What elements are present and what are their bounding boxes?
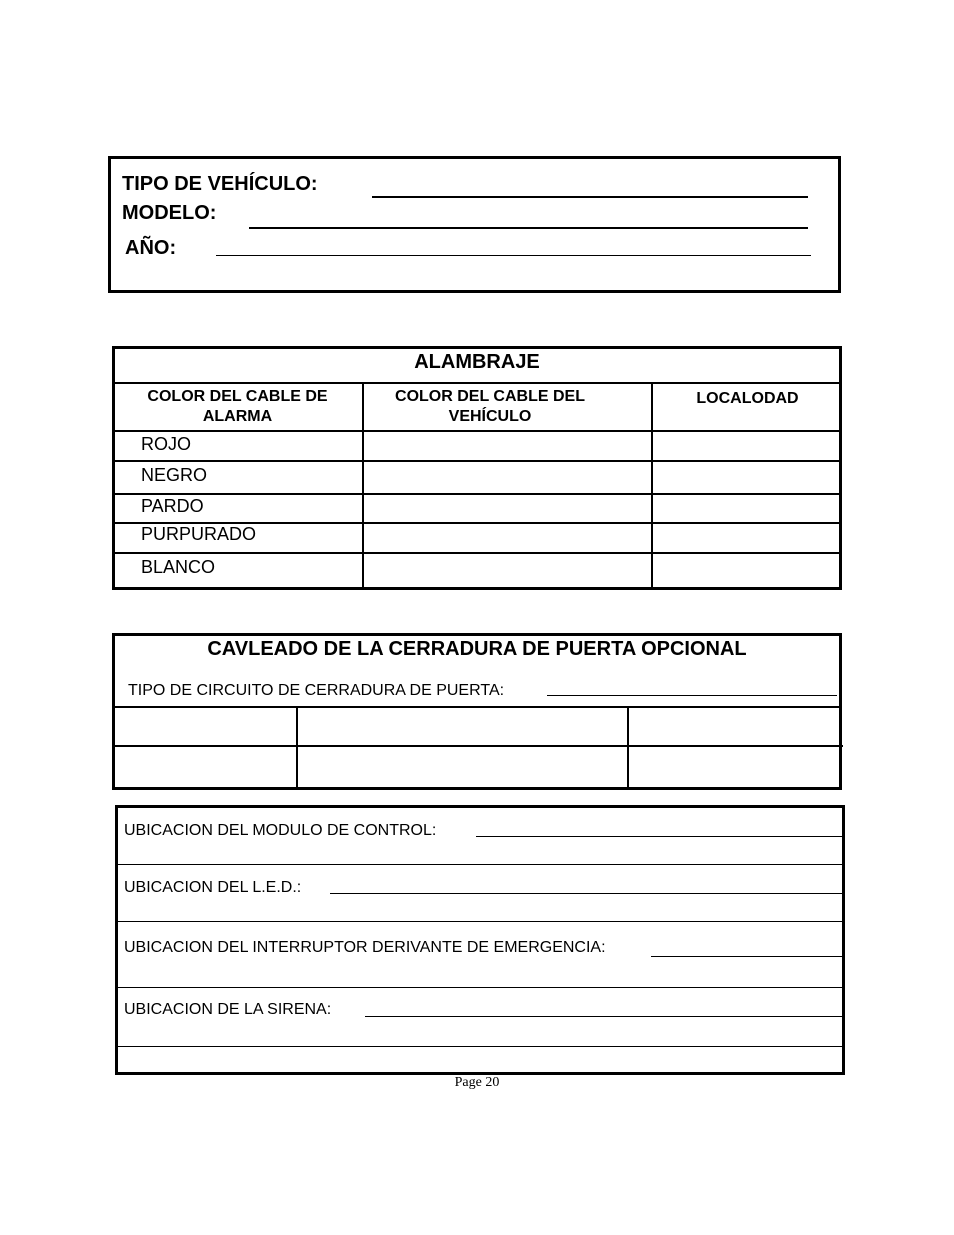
circuit-type-field[interactable] [547, 695, 837, 696]
column-divider [651, 382, 653, 590]
header-vehicle-wire: COLOR DEL CABLE DEL VEHÍCULO [395, 388, 585, 425]
wiring-table [112, 346, 842, 590]
led-label: UBICACION DEL L.E.D.: [124, 879, 302, 896]
door-lock-box [112, 633, 842, 790]
row-divider [115, 706, 839, 708]
row-divider [118, 987, 842, 988]
row-label: PARDO [141, 496, 204, 516]
column-divider [627, 706, 629, 787]
siren-label: UBICACION DE LA SIRENA: [124, 1001, 332, 1018]
header-alarm-wire: COLOR DEL CABLE DE ALARMA [147, 388, 328, 425]
row-divider [115, 493, 839, 495]
wiring-title-divider [115, 382, 839, 384]
wiring-title: ALAMBRAJE [414, 351, 540, 373]
row-divider [115, 552, 839, 554]
vehicle-type-label: TIPO DE VEHÍCULO: [122, 173, 318, 195]
row-divider [118, 864, 842, 865]
year-field[interactable] [216, 255, 811, 256]
row-label: NEGRO [141, 465, 208, 485]
bypass-switch-field[interactable] [651, 956, 842, 957]
row-label: ROJO [141, 434, 192, 454]
bypass-switch-label: UBICACION DEL INTERRUPTOR DERIVANTE DE EMERGENCIA: [124, 939, 606, 956]
control-module-field[interactable] [476, 836, 842, 837]
model-label: MODELO: [122, 202, 217, 224]
page-number: Page 20 [454, 1075, 500, 1090]
circuit-type-label: TIPO DE CIRCUITO DE CERRADURA DE PUERTA: [128, 682, 505, 699]
control-module-label: UBICACION DEL MODULO DE CONTROL: [124, 822, 437, 839]
column-divider [296, 706, 298, 787]
row-divider [115, 430, 839, 432]
door-lock-title: CAVLEADO DE LA CERRADURA DE PUERTA OPCIONAL [207, 638, 747, 660]
row-divider [118, 921, 842, 922]
vehicle-type-field[interactable] [372, 196, 808, 198]
siren-field[interactable] [365, 1016, 842, 1017]
row-divider [118, 1046, 842, 1047]
vehicle-info-box [108, 156, 841, 293]
year-label: AÑO: [125, 237, 177, 259]
header-location: LOCALODAD [696, 390, 799, 407]
row-divider [115, 460, 839, 462]
locations-box [115, 805, 845, 1075]
led-field[interactable] [330, 893, 842, 894]
model-field[interactable] [249, 227, 808, 229]
row-divider [115, 745, 843, 747]
column-divider [362, 382, 364, 587]
row-label: PURPURADO [141, 524, 257, 544]
row-label: BLANCO [141, 557, 216, 577]
